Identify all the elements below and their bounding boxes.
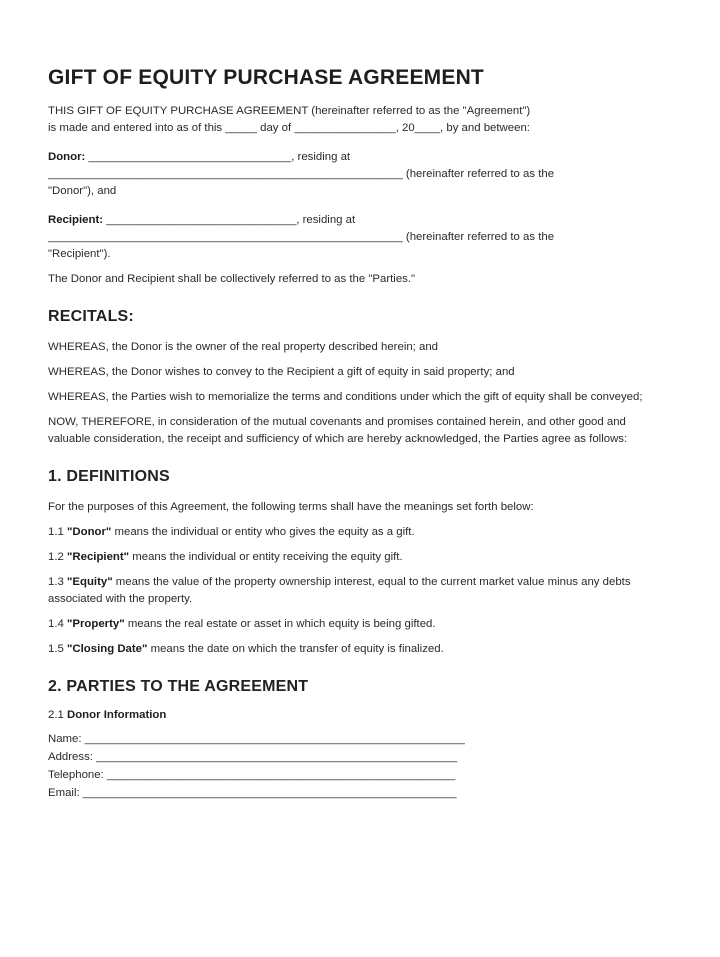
intro-line: THIS GIFT OF EQUITY PURCHASE AGREEMENT (hereinafter referred to as the "Agreement") [48,105,531,117]
definition-number: 1.2 [48,551,67,563]
definition-number: 1.4 [48,618,67,630]
email-field[interactable]: Email: ___________________________________________________________ [48,787,457,799]
donor-reference-line: "Donor"), and [48,185,117,197]
agreement-document [48,66,668,802]
definition-number: 1.5 [48,643,67,655]
recital-item: NOW, THEREFORE, in consideration of the mutual covenants and promises contained herein, and other good and valuable consideration, the receipt and sufficiency of which are hereby acknowledged, the Parties agree as follows: [48,416,628,445]
donor-block [48,149,668,200]
recipient-line [48,212,668,229]
intro-line: is made and entered into as of this _____ day of ________________, 20____, by and between: [48,122,530,134]
donor-name-blank: ________________________________, residing at [85,151,351,163]
recitals-heading: RECITALS: [48,308,134,325]
definition-number: 1.1 [48,526,67,538]
parties-heading: 2. PARTIES TO THE AGREEMENT [48,678,309,695]
definition-term: "Donor" [67,526,112,538]
subsection-title: Donor Information [67,709,167,721]
definition-number: 1.3 [48,576,67,588]
definition-text: means the date on which the transfer of equity is finalized. [147,643,444,655]
recital-item: WHEREAS, the Donor is the owner of the real property described herein; and [48,341,439,353]
recipient-name-blank: ______________________________, residing at [103,214,356,226]
definitions-heading: 1. DEFINITIONS [48,468,170,485]
recital-item: WHEREAS, the Parties wish to memorialize the terms and conditions under which the gift of equity shall be conveyed; [48,391,643,403]
definition-item [48,641,668,658]
definition-text: means the real estate or asset in which equity is being gifted. [124,618,436,630]
definition-item [48,549,668,566]
donor-information-heading [48,709,668,721]
donor-line [48,149,668,166]
definition-term: "Equity" [67,576,113,588]
definition-text: means the individual or entity receiving the equity gift. [129,551,403,563]
donor-address-line: ________________________________________________________ (hereinafter referred to as the [48,168,555,180]
definition-term: "Property" [67,618,125,630]
recipient-block [48,212,668,263]
address-field[interactable]: Address: _________________________________________________________ [48,751,458,763]
donor-label: Donor: [48,151,86,163]
definition-text: means the value of the property ownership interest, equal to the current market value minus any debts associated with the property. [48,576,631,605]
definition-term: "Recipient" [67,551,130,563]
definition-item [48,524,668,541]
page-title: GIFT OF EQUITY PURCHASE AGREEMENT [48,66,484,89]
recipient-label: Recipient: [48,214,104,226]
subsection-number: 2.1 [48,709,67,721]
parties-statement: The Donor and Recipient shall be collectively referred to as the "Parties." [48,273,416,285]
definitions-intro: For the purposes of this Agreement, the following terms shall have the meanings set forth below: [48,501,534,513]
definition-term: "Closing Date" [67,643,148,655]
definition-item [48,574,668,608]
definition-text: means the individual or entity who gives the equity as a gift. [111,526,415,538]
name-field[interactable]: Name: ____________________________________________________________ [48,733,465,745]
recipient-address-line: ________________________________________________________ (hereinafter referred to as the [48,231,555,243]
recipient-reference-line: "Recipient"). [48,248,111,260]
definition-item [48,616,668,633]
telephone-field[interactable]: Telephone: _______________________________________________________ [48,769,456,781]
recital-item: WHEREAS, the Donor wishes to convey to the Recipient a gift of equity in said property; and [48,366,515,378]
intro-paragraph [48,103,668,137]
